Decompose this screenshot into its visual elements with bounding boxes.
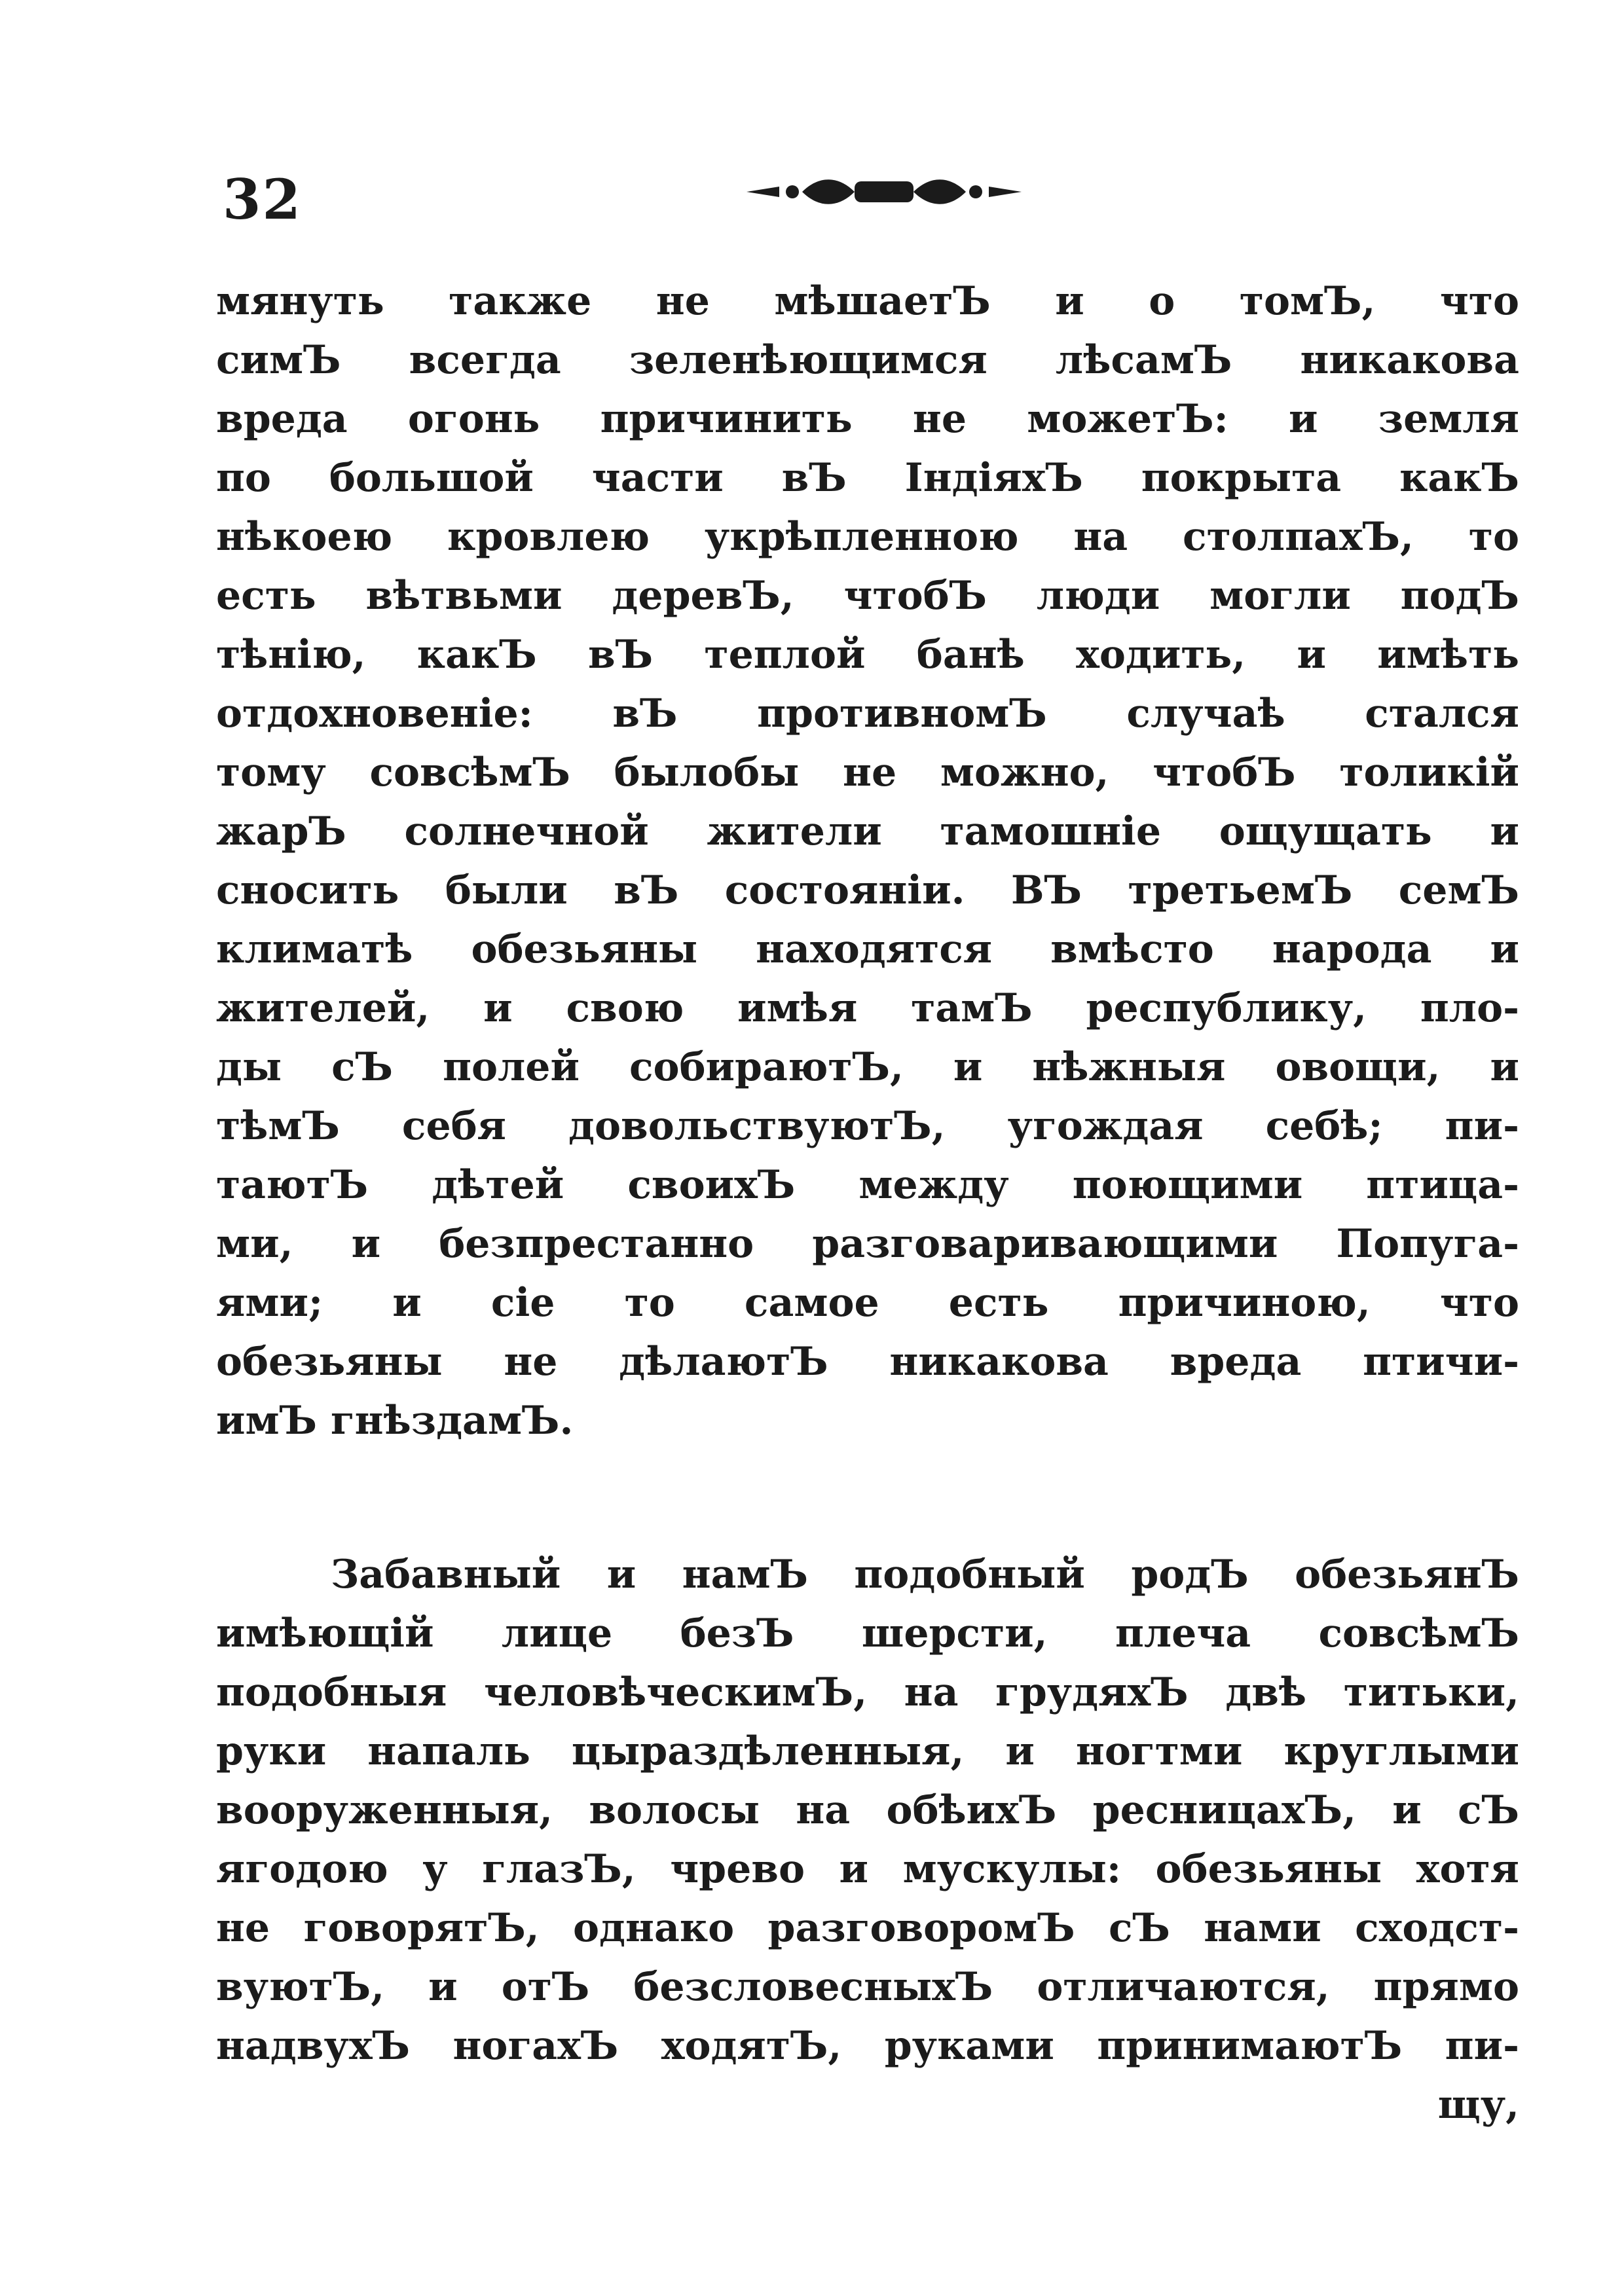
text-line: по большой части вЪ ІндіяхЪ покрыта какЪ xyxy=(216,455,1519,501)
paragraph-1 xyxy=(216,272,1519,1450)
text-line: вооруженныя, волосы на обѣихЪ ресницахЪ, и сЪ xyxy=(216,1787,1519,1833)
text-line: обезьяны не дѣлаютЪ никакова вреда птичи- xyxy=(216,1339,1519,1385)
page-number: 32 xyxy=(223,167,302,232)
catchword: щу, xyxy=(1437,2082,1519,2128)
text-line: климатѣ обезьяны находятся вмѣсто народа и xyxy=(216,926,1519,972)
paragraph-gap xyxy=(216,1450,1519,1545)
text-line: надвухЪ ногахЪ ходятЪ, руками принимаютЪ пи- xyxy=(216,2023,1519,2069)
text-line: имЪ гнѣздамЪ. xyxy=(216,1398,574,1444)
text-line: имѣющій лице безЪ шерсти, плеча совсѣмЪ xyxy=(216,1611,1519,1656)
text-line: жителей, и свою имѣя тамЪ республику, пло- xyxy=(216,985,1519,1031)
text-line: ягодою у глазЪ, чрево и мускулы: обезьяны хотя xyxy=(216,1846,1519,1892)
text-line: подобныя человѣческимЪ, на грудяхЪ двѣ титьки, xyxy=(216,1669,1519,1715)
text-line: мянуть также не мѣшаетЪ и о томЪ, что xyxy=(216,278,1519,324)
text-line: жарЪ солнечной жители тамошніе ощущать и xyxy=(216,809,1519,854)
text-line: сносить были вЪ состояніи. ВЪ третьемЪ семЪ xyxy=(216,867,1519,913)
text-line: ми, и безпрестанно разговаривающими Попуга- xyxy=(216,1221,1519,1267)
text-line: вреда огонь причинить не можетЪ: и земля xyxy=(216,396,1519,442)
text-line: вуютЪ, и отЪ безсловесныхЪ отличаются, прямо xyxy=(216,1964,1519,2010)
text-line: ями; и сіе то самое есть причиною, что xyxy=(216,1280,1519,1326)
text-line: отдохновеніе: вЪ противномЪ случаѣ стался xyxy=(216,691,1519,737)
text-body xyxy=(216,272,1519,2134)
running-head xyxy=(223,154,1506,232)
text-line: тому совсѣмЪ былобы не можно, чтобЪ толикій xyxy=(216,750,1519,795)
header-ornament-icon xyxy=(740,172,1028,211)
text-line: симЪ всегда зеленѣющимся лѣсамЪ никакова xyxy=(216,337,1519,383)
text-line: тѣмЪ себя довольствуютЪ, угождая себѣ; пи- xyxy=(216,1103,1519,1149)
paragraph-2 xyxy=(216,1545,1519,2134)
text-line: нѣкоею кровлею укрѣпленною на столпахЪ, то xyxy=(216,514,1519,560)
text-line: ды сЪ полей собираютЪ, и нѣжныя овощи, и xyxy=(216,1044,1519,1090)
text-line: Забавный и намЪ подобный родЪ обезьянЪ xyxy=(331,1552,1519,1597)
text-line: тѣнію, какЪ вЪ теплой банѣ ходить, и имѣть xyxy=(216,632,1519,678)
text-line: есть вѣтвьми деревЪ, чтобЪ люди могли подЪ xyxy=(216,573,1519,619)
text-line: не говорятЪ, однако разговоромЪ сЪ нами сходст- xyxy=(216,1905,1519,1951)
text-line: руки напаль цыраздѣленныя, и ногтми круглыми xyxy=(216,1728,1519,1774)
text-line: таютЪ дѣтей своихЪ между поющими птица- xyxy=(216,1162,1519,1208)
